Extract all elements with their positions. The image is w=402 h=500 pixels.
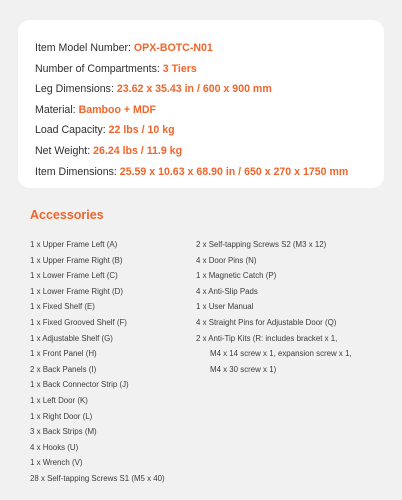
- accessory-item: 28 x Self-tapping Screws S1 (M5 x 40): [30, 473, 165, 483]
- accessory-item: 1 x Adjustable Shelf (G): [30, 333, 113, 343]
- accessory-item: 2 x Anti-Tip Kits (R: includes bracket x 1,: [196, 333, 338, 343]
- spec-row-load-capacity: [35, 120, 348, 141]
- accessory-item: 1 x Wrench (V): [30, 458, 83, 468]
- spec-label: Load Capacity:: [35, 124, 106, 137]
- accessory-item: 4 x Straight Pins for Adjustable Door (Q): [196, 317, 337, 327]
- spec-label: Number of Compartments:: [35, 62, 160, 75]
- accessory-item: 2 x Self-tapping Screws S2 (M3 x 12): [196, 240, 327, 249]
- accessory-item-continuation: M4 x 14 screw x 1, expansion screw x 1,: [210, 349, 352, 359]
- spec-label: Item Model Number:: [35, 42, 131, 54]
- spec-value: 3 Tiers: [162, 62, 197, 75]
- spec-row-item-dimensions: [35, 162, 348, 183]
- accessory-item: 1 x Upper Frame Right (B): [30, 255, 123, 265]
- accessory-item-continuation: M4 x 30 screw x 1): [210, 364, 277, 374]
- accessory-item: 1 x Upper Frame Left (A): [30, 240, 118, 249]
- accessory-item: 1 x Right Door (L): [30, 411, 93, 421]
- spec-value: 25.59 x 10.63 x 68.90 in / 650 x 270 x 1750 mm: [119, 165, 349, 178]
- accessory-item: 1 x Left Door (K): [30, 395, 88, 405]
- accessory-item: 1 x Fixed Shelf (E): [30, 302, 95, 312]
- spec-value: OPX-BOTC-N01: [133, 42, 213, 54]
- spec-row-compartments: [35, 59, 348, 80]
- accessory-item: 4 x Door Pins (N): [196, 255, 257, 265]
- accessory-item: 1 x Front Panel (H): [30, 349, 97, 359]
- accessories-heading: Accessories: [30, 208, 104, 222]
- spec-value: 23.62 x 35.43 in / 600 x 900 mm: [116, 83, 272, 96]
- accessory-item: 4 x Anti-Slip Pads: [196, 286, 258, 296]
- spec-row-leg-dimensions: [35, 79, 348, 100]
- spec-label: Net Weight:: [35, 144, 91, 157]
- accessory-item: 2 x Back Panels (I): [30, 364, 97, 374]
- accessory-item: 1 x User Manual: [196, 302, 254, 312]
- spec-value: 26.24 lbs / 11.9 kg: [93, 144, 183, 157]
- specifications-card: [18, 20, 384, 188]
- spec-label: Item Dimensions:: [35, 165, 117, 178]
- spec-row-net-weight: [35, 141, 348, 162]
- spec-value: Bamboo + MDF: [78, 103, 156, 116]
- specifications-list: [35, 38, 348, 182]
- accessories-list-left: [30, 237, 165, 487]
- accessory-item: 3 x Back Strips (M): [30, 427, 97, 437]
- spec-row-material: [35, 100, 348, 121]
- spec-label: Material:: [35, 103, 76, 116]
- accessory-item: 1 x Magnetic Catch (P): [196, 271, 277, 281]
- spec-label: Leg Dimensions:: [35, 83, 114, 96]
- spec-value: 22 lbs / 10 kg: [108, 124, 175, 137]
- spec-row-model-number: [35, 38, 348, 59]
- accessory-item: 1 x Lower Frame Right (D): [30, 286, 123, 296]
- accessories-list-right: [196, 237, 352, 377]
- accessories-section: [30, 206, 390, 483]
- accessory-item: 1 x Lower Frame Left (C): [30, 271, 118, 281]
- accessory-item: 1 x Fixed Grooved Shelf (F): [30, 317, 127, 327]
- accessory-item: 1 x Back Connector Strip (J): [30, 380, 129, 390]
- accessory-item: 4 x Hooks (U): [30, 442, 79, 452]
